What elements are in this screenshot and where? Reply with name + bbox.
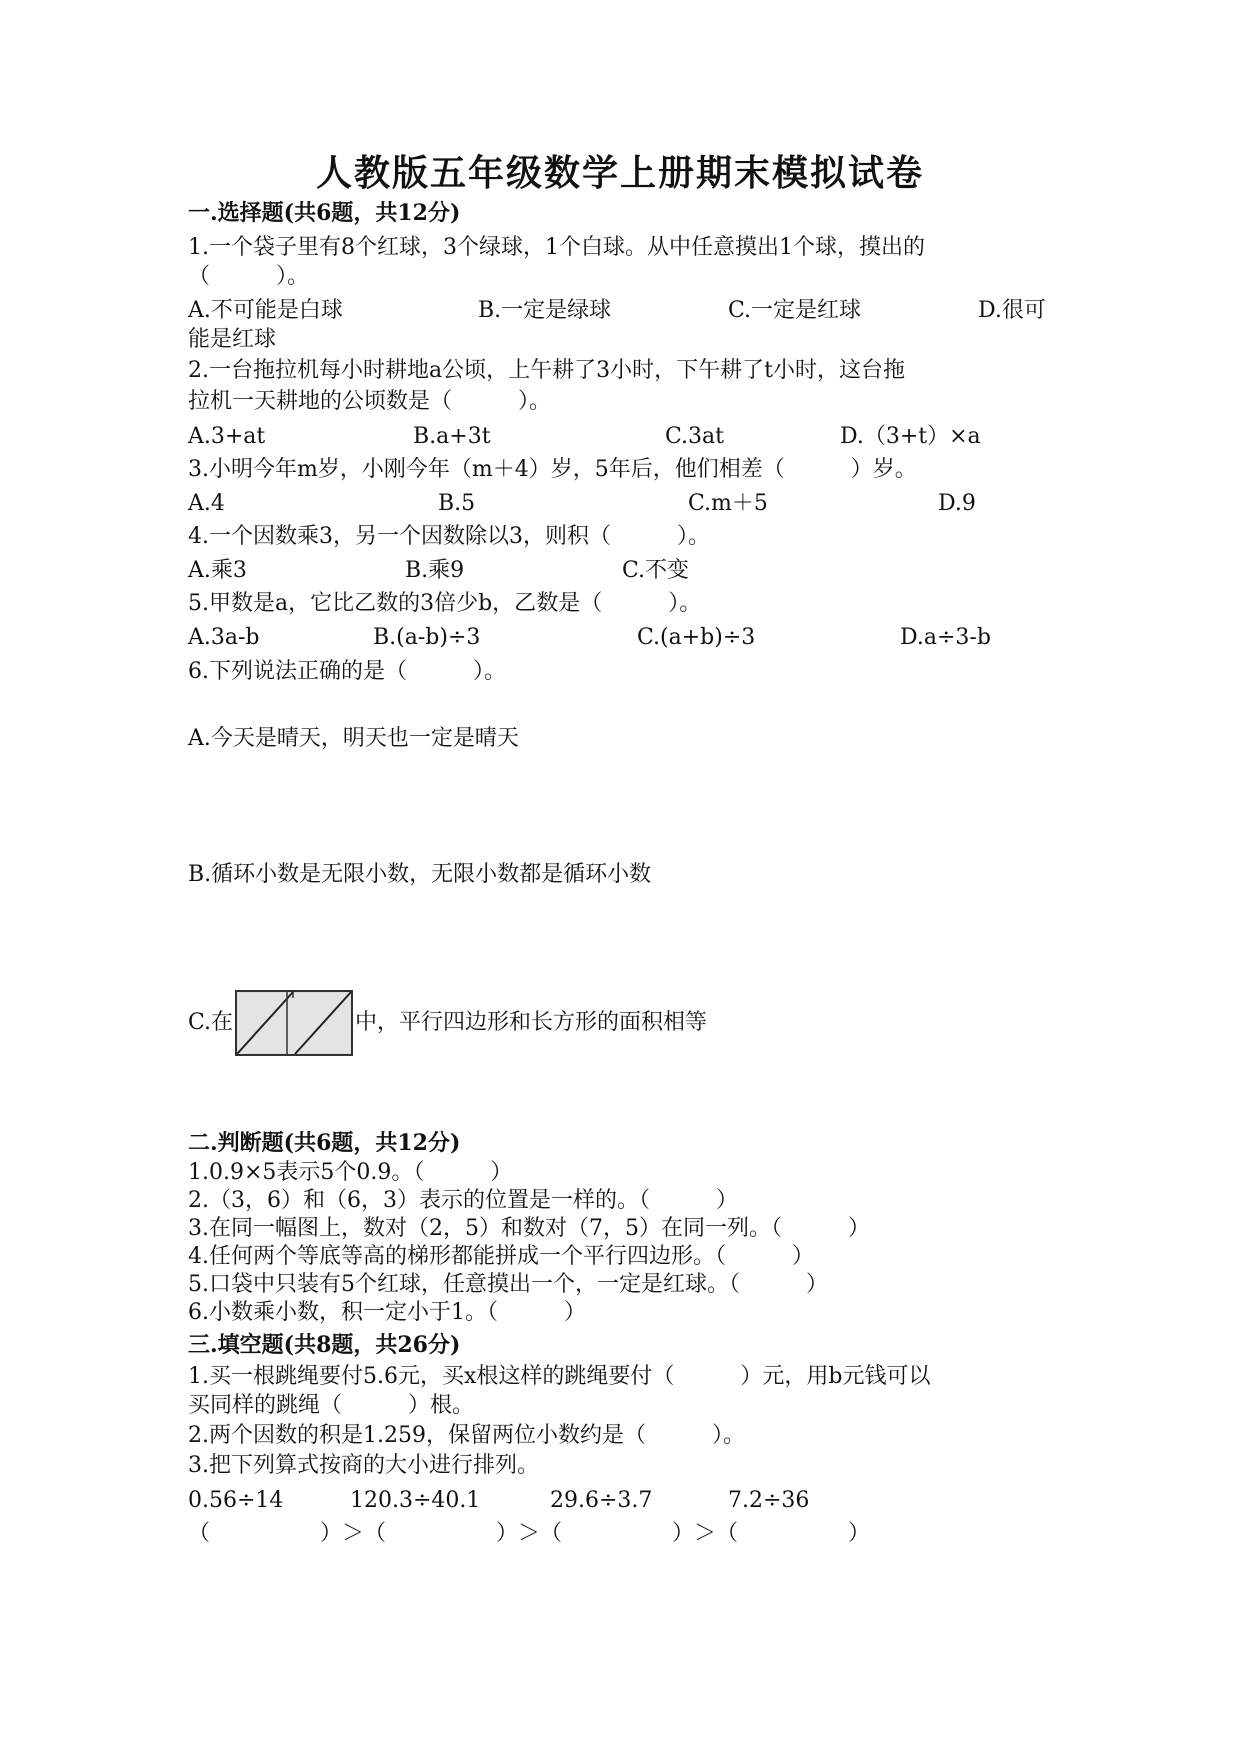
q3-option-d: D.9 — [938, 491, 976, 516]
q1-stem-line1: 1.一个袋子里有8个红球，3个绿球，1个白球。从中任意摸出1个球，摸出的 — [188, 235, 925, 260]
q1-stem-line2: （ ）。 — [188, 264, 310, 289]
q2-option-c: C.3at — [665, 424, 724, 449]
q4-option-a: A.乘3 — [188, 558, 247, 583]
page-title: 人教版五年级数学上册期末模拟试卷 — [315, 152, 924, 194]
fill-q1-line1: 1.买一根跳绳要付5.6元，买x根这样的跳绳要付（ ）元，用b元钱可以 — [188, 1364, 931, 1389]
q5-option-c: C.(a+b)÷3 — [637, 625, 756, 650]
q2-stem-line1: 2.一台拖拉机每小时耕地a公顷，上午耕了3小时，下午耕了t小时，这台拖 — [188, 358, 905, 383]
q3-stem: 3.小明今年m岁，小刚今年（m＋4）岁，5年后，他们相差（ ）岁。 — [188, 457, 917, 482]
q4-stem: 4.一个因数乘3，另一个因数除以3，则积（ ）。 — [188, 524, 710, 549]
q3-option-c: C.m＋5 — [688, 491, 768, 516]
q1-option-b: B.一定是绿球 — [478, 298, 612, 323]
fill-q3-expr-3: 29.6÷3.7 — [550, 1488, 653, 1513]
fill-q2: 2.两个因数的积是1.259，保留两位小数约是（ ）。 — [188, 1423, 745, 1448]
q1-option-d-part2: 能是红球 — [188, 327, 277, 352]
judge-item-3: 3.在同一幅图上，数对（2，5）和数对（7，5）在同一列。（ ） — [188, 1216, 870, 1241]
section-judge-heading: 二.判断题(共6题，共12分) — [188, 1130, 461, 1156]
judge-item-2: 2.（3，6）和（6，3）表示的位置是一样的。（ ） — [188, 1188, 738, 1213]
judge-item-4: 4.任何两个等底等高的梯形都能拼成一个平行四边形。（ ） — [188, 1244, 814, 1269]
q3-option-a: A.4 — [188, 491, 225, 516]
q1-option-c: C.一定是红球 — [728, 298, 862, 323]
q5-option-d: D.a÷3-b — [900, 625, 991, 650]
q5-stem: 5.甲数是a，它比乙数的3倍少b，乙数是（ ）。 — [188, 591, 702, 616]
q4-option-b: B.乘9 — [405, 558, 465, 583]
fill-q3-expr-2: 120.3÷40.1 — [350, 1488, 481, 1513]
q6-option-b: B.循环小数是无限小数，无限小数都是循环小数 — [188, 862, 652, 887]
q1-option-a: A.不可能是白球 — [188, 298, 343, 323]
q6-option-c — [188, 988, 707, 1058]
q1-option-d-part1: D.很可 — [978, 298, 1046, 323]
q5-option-a: A.3a-b — [188, 625, 260, 650]
q2-option-a: A.3+at — [188, 424, 266, 449]
judge-item-6: 6.小数乘小数，积一定小于1。（ ） — [188, 1300, 586, 1325]
q2-stem-line2: 拉机一天耕地的公顷数是（ ）。 — [188, 389, 552, 414]
q2-option-d: D.（3+t）×a — [840, 424, 981, 449]
parallelogram-rectangle-svg — [235, 990, 353, 1056]
fill-q3-expr-4: 7.2÷36 — [728, 1488, 810, 1513]
judge-item-5: 5.口袋中只装有5个红球，任意摸出一个，一定是红球。（ ） — [188, 1272, 828, 1297]
q3-option-b: B.5 — [438, 491, 476, 516]
section-choice-heading: 一.选择题(共6题，共12分) — [188, 200, 461, 226]
q2-option-b: B.a+3t — [413, 424, 491, 449]
q6-stem: 6.下列说法正确的是（ ）。 — [188, 659, 506, 684]
section-fill-heading: 三.填空题(共8题，共26分) — [188, 1332, 461, 1358]
q4-option-c: C.不变 — [622, 558, 690, 583]
q6-option-c-prefix: C.在 — [188, 1010, 234, 1035]
q5-option-b: B.(a-b)÷3 — [373, 625, 481, 650]
q6-option-a: A.今天是晴天，明天也一定是晴天 — [188, 726, 519, 751]
fill-q3-order-blanks: （ ）＞（ ）＞（ ）＞（ ） — [188, 1521, 871, 1546]
fill-q3: 3.把下列算式按商的大小进行排列。 — [188, 1453, 539, 1478]
fill-q3-expr-1: 0.56÷14 — [188, 1488, 284, 1513]
fill-q1-line2: 买同样的跳绳（ ）根。 — [188, 1393, 475, 1418]
judge-item-1: 1.0.9×5表示5个0.9。（ ） — [188, 1160, 513, 1185]
q6-option-c-suffix: 中，平行四边形和长方形的面积相等 — [355, 1010, 708, 1035]
parallelogram-rectangle-figure — [235, 990, 353, 1056]
